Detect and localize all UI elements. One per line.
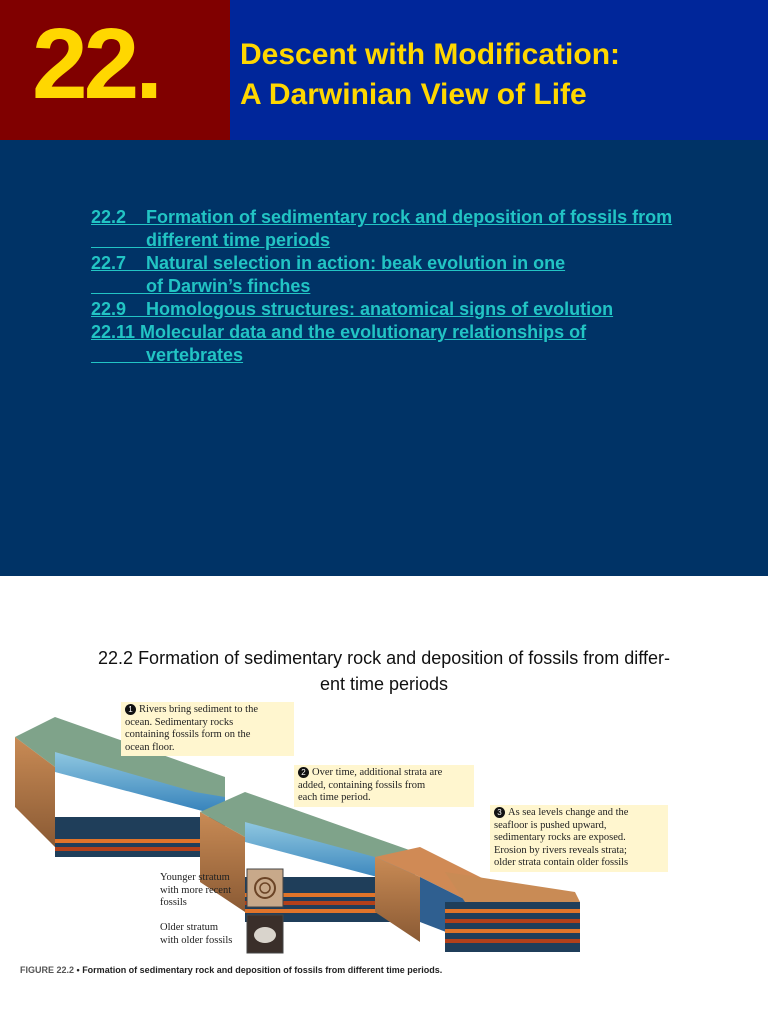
title-line-2: A Darwinian View of Life <box>240 78 587 111</box>
step-3-note: 3 As sea levels change and the seafloor is pushed upward, sedimentary rocks are exposed. Erosion by rivers reveals strata; older strata contain older fossils <box>490 805 668 872</box>
step-1-number: 1 <box>125 704 136 715</box>
link-22-7[interactable]: 22.7 Natural selection in action: beak evolution in one <box>91 253 566 273</box>
chapter-number: 22. <box>32 8 160 120</box>
older-stratum-label: Older stratum with older fossils <box>160 922 233 946</box>
link-22-11-cont[interactable]: vertebrates <box>91 345 244 365</box>
younger-stratum-label: Younger stratum with more recent fossils <box>160 872 232 908</box>
step-3-number: 3 <box>494 807 505 818</box>
chapter-number-box <box>0 0 230 140</box>
link-22-2-cont[interactable]: different time periods <box>91 230 331 250</box>
step-1-note: 1 Rivers bring sediment to the ocean. Sedimentary rocks containing fossils form on the ocean floor. <box>121 702 294 756</box>
figure-page-caption-1: 22.2 Formation of sedimentary rock and deposition of fossils from differ- <box>98 648 670 668</box>
link-22-9[interactable]: 22.9 Homologous structures: anatomical signs of evolution <box>91 299 614 319</box>
link-22-2[interactable]: 22.2 Formation of sedimentary rock and deposition of fossils from <box>91 207 673 227</box>
figure-links <box>91 206 672 367</box>
title-box <box>230 0 768 140</box>
figure-caption: FIGURE 22.2 • Formation of sedimentary rock and deposition of fossils from different time periods. <box>20 965 443 975</box>
figure-label: FIGURE 22.2 <box>20 965 75 975</box>
title-line-1: Descent with Modification: <box>240 38 621 71</box>
link-22-11[interactable]: 22.11 Molecular data and the evolutionary relationships of <box>91 322 587 342</box>
step-2-number: 2 <box>298 767 309 778</box>
figure-page-caption-2: ent time periods <box>319 674 449 694</box>
ammonite-fossil-icon <box>247 869 283 907</box>
link-22-7-cont[interactable]: of Darwin’s finches <box>91 276 311 296</box>
step-2-note: 2 Over time, additional strata are added, containing fossils from each time period. <box>294 765 474 807</box>
